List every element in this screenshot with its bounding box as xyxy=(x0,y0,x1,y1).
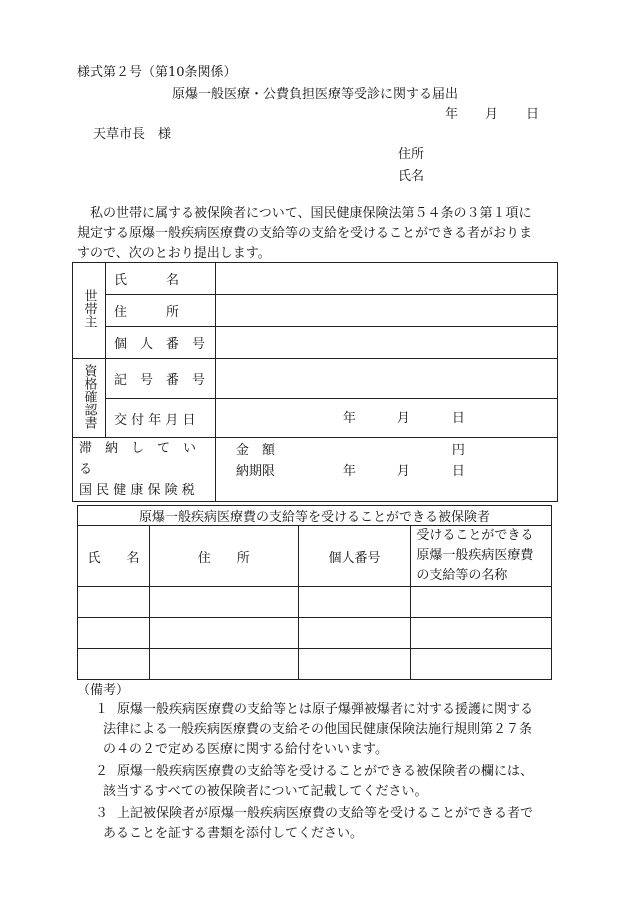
insured-benefit-cell[interactable] xyxy=(411,649,552,680)
col-header-name: 氏 名 xyxy=(78,526,150,587)
personal-number-row-label: 個 人 番 号 xyxy=(105,327,215,359)
date-month-label: 月 xyxy=(485,107,499,122)
note-item-3: ３ 上記被保険者が原爆一般疾病医療費の支給等を受けることができる者で あることを証する書類を添付してください。 xyxy=(95,806,534,841)
issue-month-label: 月 xyxy=(396,411,410,426)
insured-benefit-cell[interactable] xyxy=(411,587,552,618)
col-header-benefit-name: 受けることができる 原爆一般疾病医療費 の支給等の名称 xyxy=(411,526,552,587)
insured-number-cell[interactable] xyxy=(298,649,411,680)
table-row xyxy=(78,649,552,680)
insured-table xyxy=(77,505,552,680)
certificate-group: 資格確認書 xyxy=(73,359,106,438)
insured-benefit-cell[interactable] xyxy=(411,618,552,649)
name-row-label: 氏 名 xyxy=(105,263,215,295)
deadline-month-label: 月 xyxy=(396,464,410,479)
col-header-personal-number: 個人番号 xyxy=(298,526,411,587)
applicant-name-label: 氏名 xyxy=(398,169,425,184)
notes-heading: （備考） xyxy=(77,683,130,698)
insured-number-cell[interactable] xyxy=(298,587,411,618)
insured-table-title: 原爆一般疾病医療費の支給等を受けることができる被保険者 xyxy=(78,506,552,526)
issue-year-label: 年 xyxy=(342,411,356,426)
insured-address-cell[interactable] xyxy=(149,618,298,649)
symbol-number-row-label: 記 号 番 号 xyxy=(105,359,215,399)
form-number: 様式第２号（第10条関係） xyxy=(77,65,237,80)
date-year-label: 年 xyxy=(445,107,459,122)
table-row xyxy=(78,587,552,618)
insured-name-cell[interactable] xyxy=(78,649,150,680)
arrears-label xyxy=(73,438,216,502)
insured-address-cell[interactable] xyxy=(149,587,298,618)
insured-address-cell[interactable] xyxy=(149,649,298,680)
amount-label: 金 額 xyxy=(235,443,275,458)
addressee: 天草市長 様 xyxy=(93,127,172,142)
symbol-number-field[interactable] xyxy=(215,359,557,399)
note-number: ３ xyxy=(95,806,109,821)
address-row-label: 住 所 xyxy=(105,295,215,327)
head-name-field[interactable] xyxy=(215,263,557,295)
deadline-year-label: 年 xyxy=(342,464,356,479)
applicant-address-label: 住所 xyxy=(398,147,425,162)
statement-line: 規定する原爆一般疾病医療費の支給等の支給を受けることができる者がおりま xyxy=(77,226,533,241)
insured-name-cell[interactable] xyxy=(78,587,150,618)
household-table xyxy=(72,262,558,502)
note-item-2: ２ 原爆一般疾病医療費の支給等を受けることができる被保険者の欄には、 該当するすべての被保険者について記載してください。 xyxy=(95,764,534,799)
deadline-label: 納期限 xyxy=(235,464,275,479)
issue-date-row-label: 交 付 年 月 日 xyxy=(105,399,215,438)
statement-line: すので、次のとおり提出します。 xyxy=(77,246,271,261)
issue-date-field[interactable] xyxy=(215,399,557,438)
date-day-label: 日 xyxy=(526,107,540,122)
note-number: ２ xyxy=(95,764,109,779)
arrears-label-line2: 国 民 健 康 保 険 税 xyxy=(79,483,195,498)
insured-name-cell[interactable] xyxy=(78,618,150,649)
statement-paragraph xyxy=(77,204,553,264)
note-item-1: １ 原爆一般疾病医療費の支給等とは原子爆弾被爆者に対する援護に関する 法律による一般疾病医療費の支給その他国民健康保険法施行規則第２７条 の４の２で定める医療に関する給付をいいます。 xyxy=(95,702,534,757)
col-header-address: 住 所 xyxy=(149,526,298,587)
deadline-day-label: 日 xyxy=(451,464,465,479)
arrears-label-line1: 滞 納 し て い る xyxy=(79,441,210,477)
household-head-group: 世帯主 xyxy=(73,263,106,359)
form-title: 原爆一般医療・公費負担医療等受診に関する届出 xyxy=(172,87,459,102)
note-number: １ xyxy=(95,702,109,717)
insured-number-cell[interactable] xyxy=(298,618,411,649)
head-address-field[interactable] xyxy=(215,295,557,327)
table-row xyxy=(78,618,552,649)
head-personal-number-field[interactable] xyxy=(215,327,557,359)
issue-day-label: 日 xyxy=(451,411,465,426)
statement-line: 私の世帯に属する被保険者について、国民健康保険法第５４条の３第１項に xyxy=(90,206,532,221)
amount-unit: 円 xyxy=(451,443,465,458)
arrears-detail xyxy=(215,438,557,502)
